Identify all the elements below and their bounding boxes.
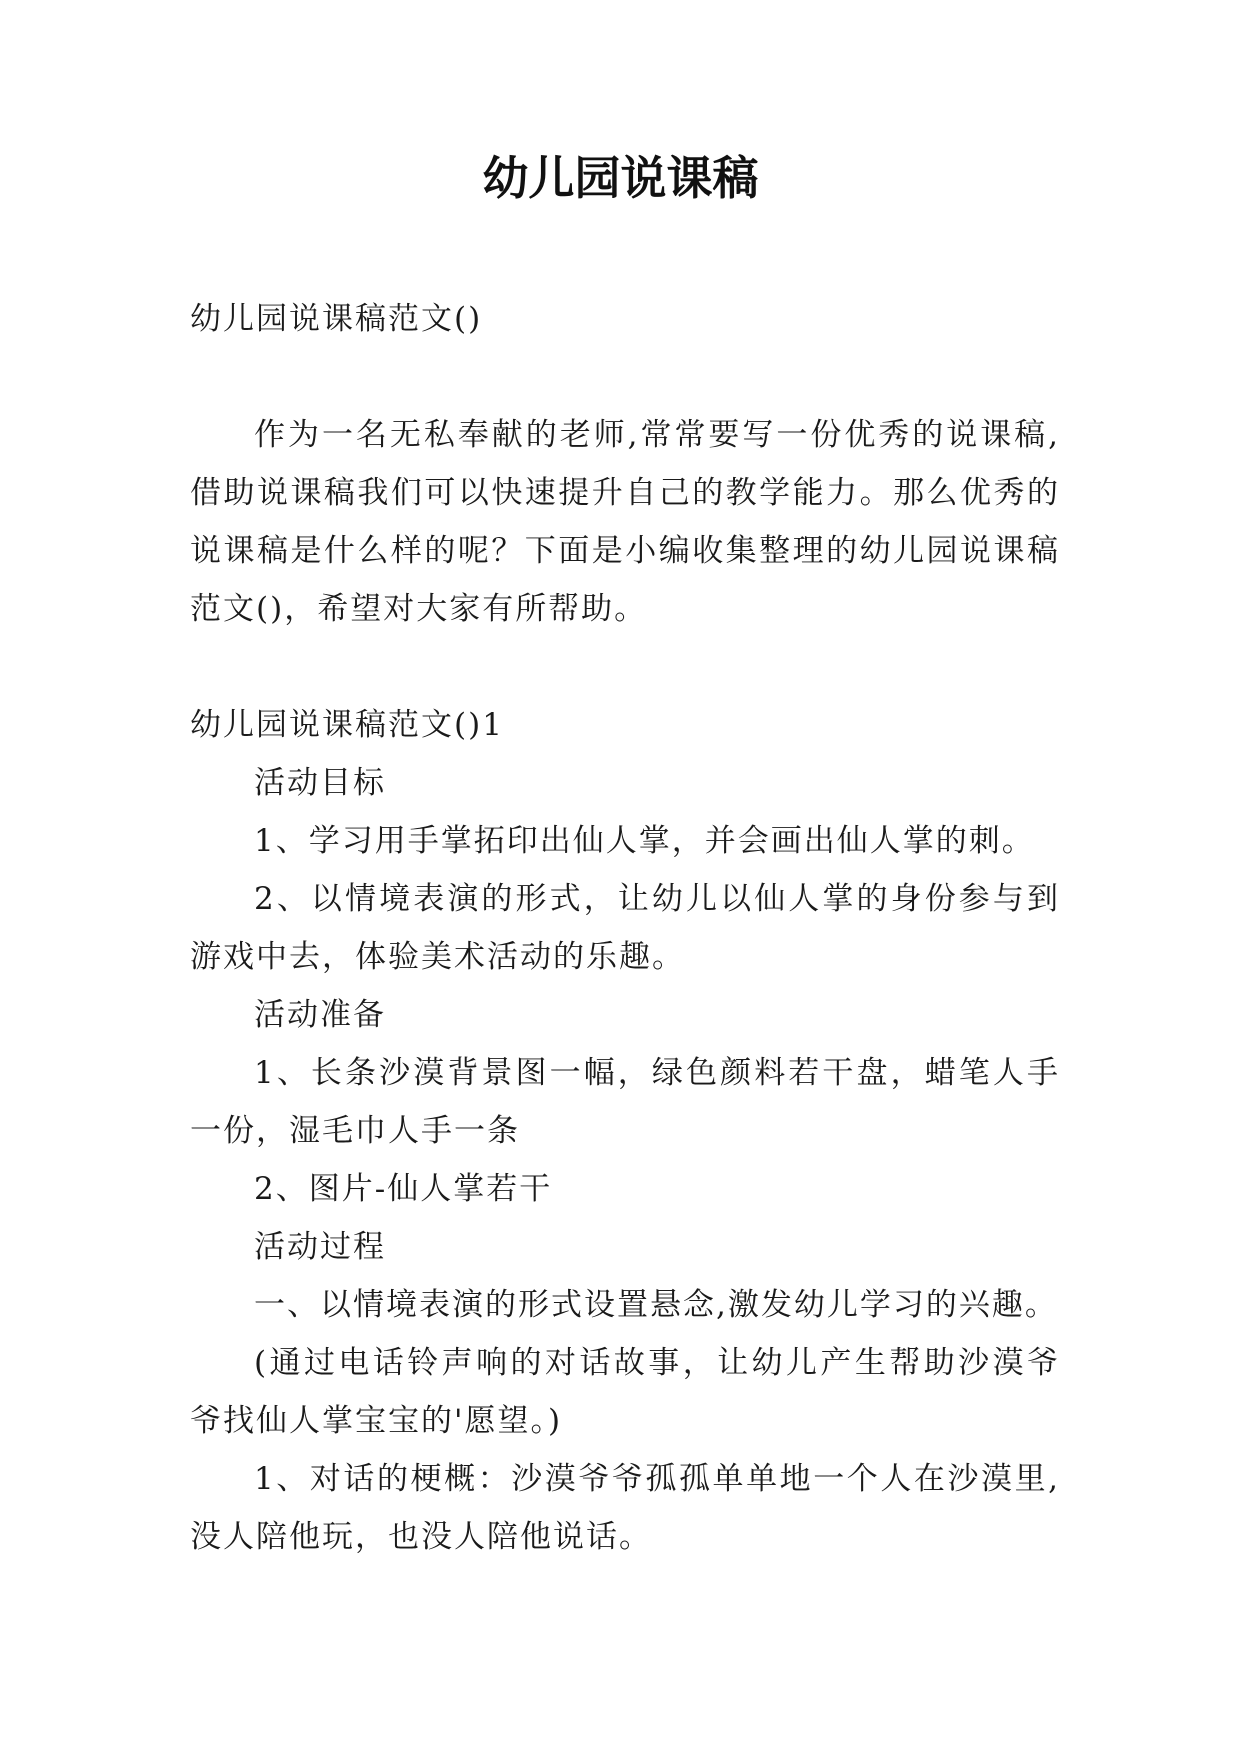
goals-heading: 活动目标 <box>254 765 386 801</box>
process-item-2: 1、对话的梗概：沙漠爷爷孤孤单单地一个人在沙漠里,没人陪他玩，也没人陪他说话。 <box>190 1461 1060 1555</box>
intro-paragraph: 作为一名无私奉献的老师,常常要写一份优秀的说课稿,借助说课稿我们可以快速提升自己的教学能力。那么优秀的说课稿是什么样的呢？下面是小编收集整理的幼儿园说课稿范文()，希望对大家有所帮助。 <box>190 417 1060 627</box>
document-body <box>190 290 1060 1566</box>
document-subtitle: 幼儿园说课稿范文() <box>190 301 483 337</box>
goal-item-1: 1、学习用手掌拓印出仙人掌，并会画出仙人掌的刺。 <box>254 823 1035 859</box>
prep-item-1: 1、长条沙漠背景图一幅，绿色颜料若干盘，蜡笔人手一份，湿毛巾人手一条 <box>190 1055 1060 1149</box>
document-title: 幼儿园说课稿 <box>482 151 759 205</box>
process-note: (通过电话铃声响的对话故事，让幼儿产生帮助沙漠爷爷找仙人掌宝宝的'愿望。) <box>190 1345 1060 1439</box>
prep-item-2: 2、图片-仙人掌若干 <box>254 1171 553 1207</box>
section-title: 幼儿园说课稿范文()1 <box>190 707 504 743</box>
spacer <box>190 638 1060 696</box>
prep-heading: 活动准备 <box>254 997 386 1033</box>
process-item-1: 一、以情境表演的形式设置悬念,激发幼儿学习的兴趣。 <box>254 1287 1058 1323</box>
process-heading: 活动过程 <box>254 1229 386 1265</box>
spacer <box>190 348 1060 406</box>
goal-item-2: 2、以情境表演的形式，让幼儿以仙人掌的身份参与到游戏中去，体验美术活动的乐趣。 <box>190 881 1060 975</box>
